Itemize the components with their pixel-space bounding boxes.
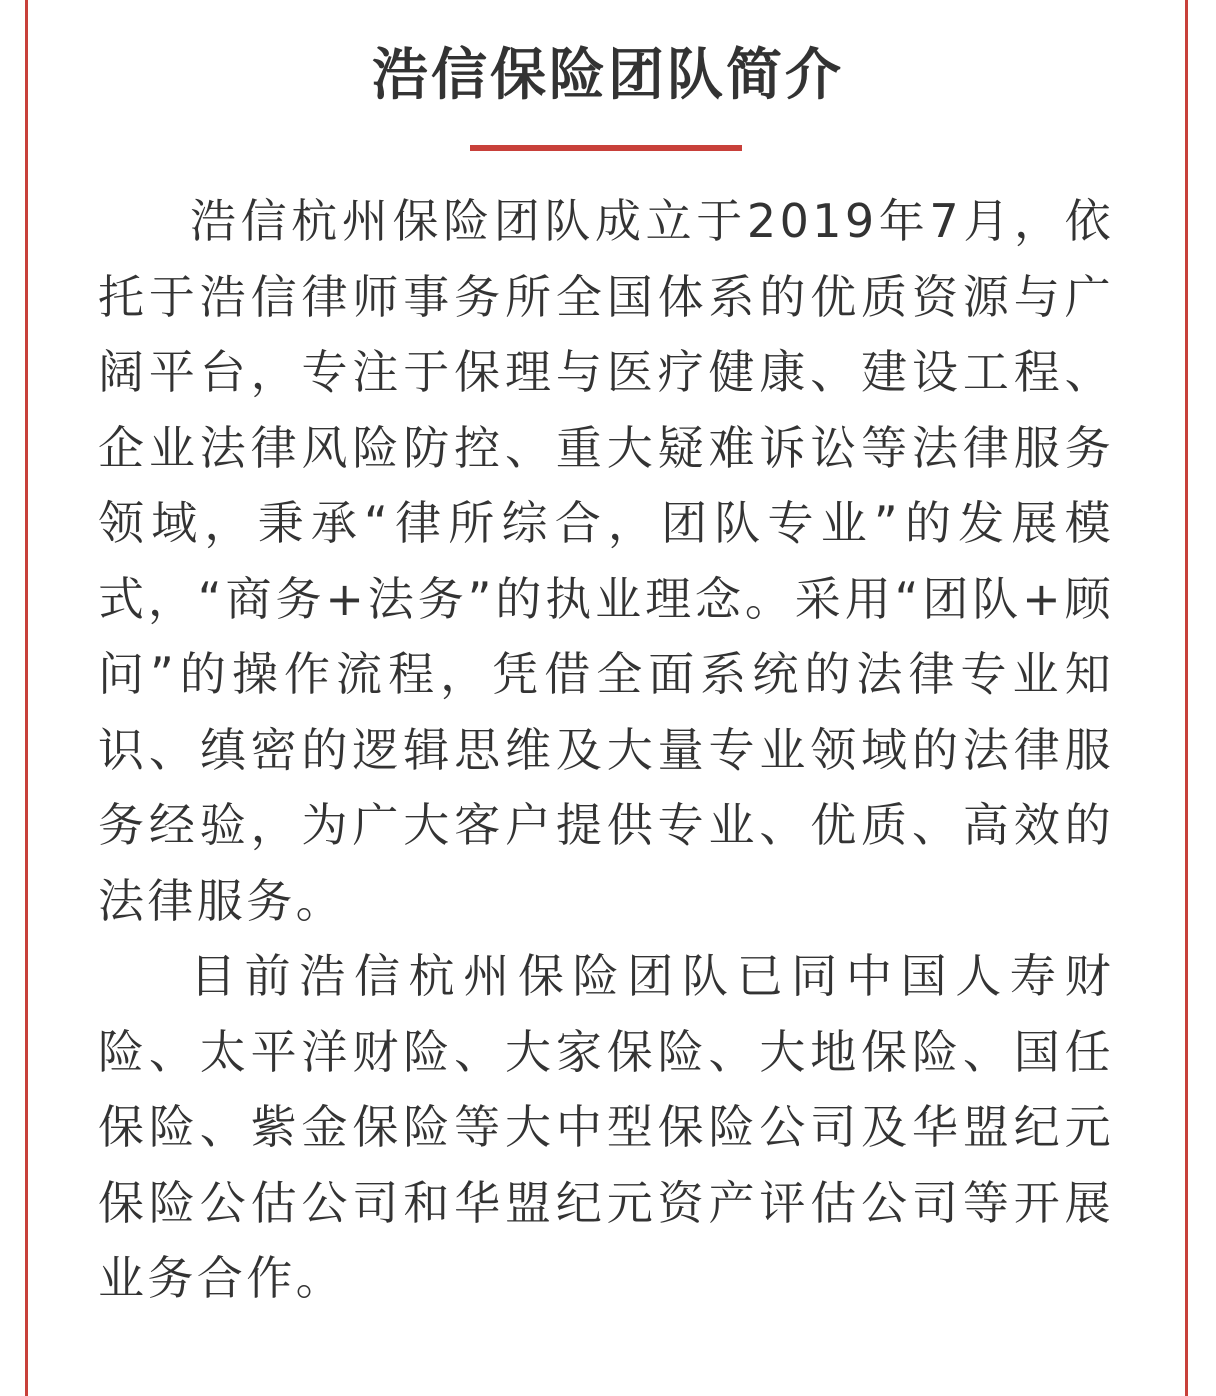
- paragraph-intro: 浩信杭州保险团队成立于2019年7月，依托于浩信律师事务所全国体系的优质资源与广阔平台，专注于保理与医疗健康、建设工程、企业法律风险防控、重大疑难诉讼等法律服务领域，秉承“律所综合，团队专业”的发展模式，“商务+法务”的执业理念。采用“团队+顾问”的操作流程，凭借全面系统的法律专业知识、缜密的逻辑思维及大量专业领域的法律服务经验，为广大客户提供专业、优质、高效的法律服务。: [98, 194, 1114, 928]
- paragraph-partners: 目前浩信杭州保险团队已同中国人寿财险、太平洋财险、大家保险、大地保险、国任保险、紫金保险等大中型保险公司及华盟纪元保险公估公司和华盟纪元资产评估公司等开展业务合作。: [98, 949, 1114, 1305]
- page-title: 浩信保险团队简介: [372, 43, 844, 108]
- article-body: [98, 184, 1114, 1317]
- title-underline: [470, 145, 742, 151]
